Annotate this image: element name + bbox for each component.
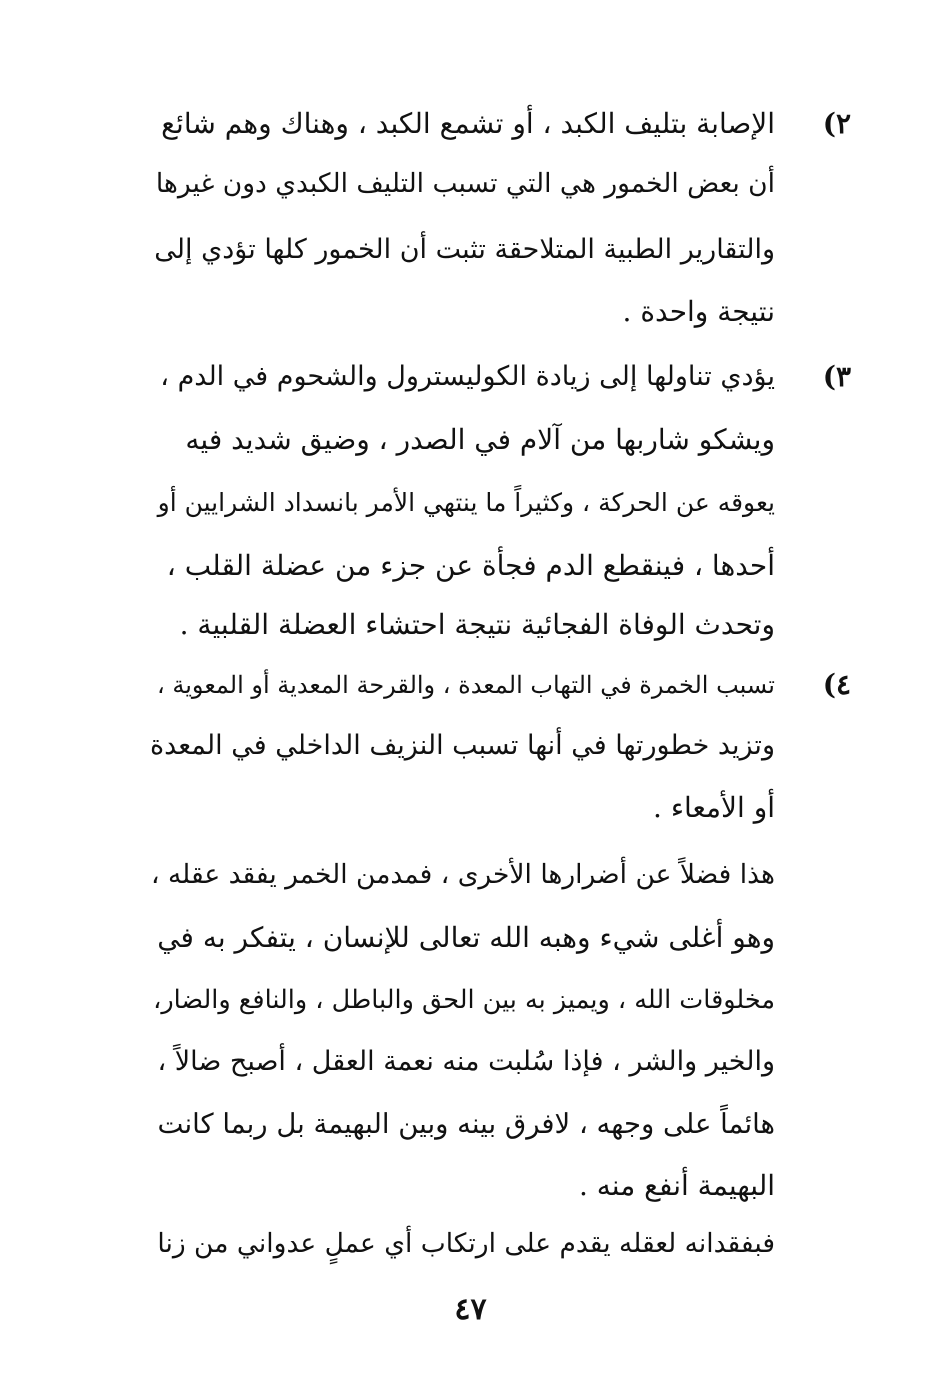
text-line: فبفقدانه لعقله يقدم على ارتكاب أي عملٍ عدواني من زنا <box>157 1228 775 1259</box>
text-line: ويشكو شاربها من آلام في الصدر ، وضيق شديد فيه <box>185 423 775 456</box>
text-line: والخير والشر ، فإذا سُلبت منه نعمة العقل ، أصبح ضالاً ، <box>157 1046 775 1077</box>
text-line: أحدها ، فينقطع الدم فجأة عن جزء من عضلة القلب ، <box>166 549 775 582</box>
text-line: هذا فضلاً عن أضرارها الأخرى ، فمدمن الخمر يفقد عقله ، <box>151 859 775 890</box>
item-number: ٤) <box>822 668 851 701</box>
text-line: والتقارير الطبية المتلاحقة تثبت أن الخمور كلها تؤدي إلى <box>154 234 775 265</box>
text-line: وهو أغلى شيء وهبه الله تعالى للإنسان ، يتفكر به في <box>157 921 775 954</box>
text-line: أو الأمعاء . <box>653 791 775 824</box>
item-number: ٢) <box>822 107 851 140</box>
text-line: مخلوقات الله ، ويميز به بين الحق والباطل ، والنافع والضار، <box>153 985 775 1015</box>
text-line: يؤدي تناولها إلى زيادة الكوليسترول والشحوم في الدم ، <box>160 361 775 392</box>
text-line: تسبب الخمرة في التهاب المعدة ، والقرحة المعدية أو المعوية ، <box>157 671 775 699</box>
page-number: ٤٧ <box>454 1292 487 1327</box>
text-line: البهيمة أنفع منه . <box>578 1169 775 1202</box>
text-line: أن بعض الخمور هي التي تسبب التليف الكبدي دون غيرها <box>155 168 775 199</box>
text-line: وتحدث الوفاة الفجائية نتيجة احتشاء العضلة القلبية . <box>179 608 775 641</box>
text-line: الإصابة بتليف الكبد ، أو تشمع الكبد ، وهناك وهم شائع <box>161 107 775 140</box>
item-number: ٣) <box>822 360 851 393</box>
text-line: يعوقه عن الحركة ، وكثيراً ما ينتهي الأمر بانسداد الشرايين أو <box>157 488 775 517</box>
text-line: هائماً على وجهه ، لافرق بينه وبين البهيمة بل ربما كانت <box>157 1108 775 1140</box>
text-line: وتزيد خطورتها في أنها تسبب النزيف الداخلي في المعدة <box>149 730 775 761</box>
text-line: نتيجة واحدة . <box>622 295 775 328</box>
